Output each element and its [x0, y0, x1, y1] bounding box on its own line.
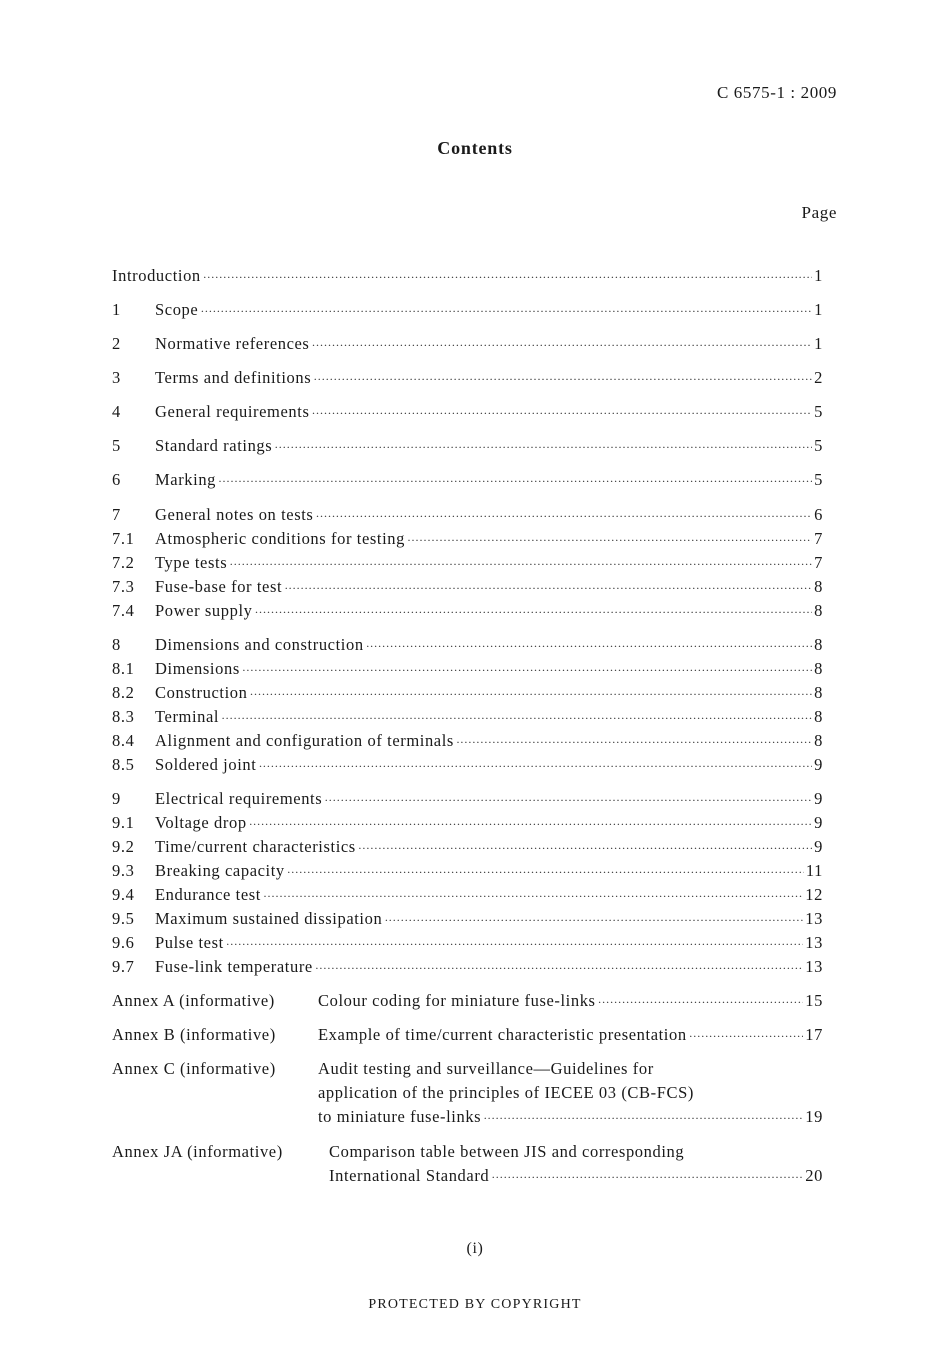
annex-label: Annex JA (informative)	[112, 1142, 283, 1161]
toc-entry[interactable]	[112, 789, 823, 811]
toc-entry[interactable]	[112, 659, 823, 681]
toc-entry[interactable]	[112, 334, 823, 356]
toc-entry-page: 6	[814, 505, 823, 524]
dot-leader	[226, 937, 804, 952]
dot-leader	[200, 304, 812, 319]
toc-entry[interactable]	[112, 436, 823, 458]
dot-leader	[221, 711, 812, 726]
page-folio: (i)	[466, 1240, 484, 1257]
toc-entry-title: Fuse-base for test	[155, 577, 283, 596]
toc-entry[interactable]	[112, 909, 823, 931]
toc-entry-page: 8	[814, 635, 823, 654]
toc-entry-number: 7	[112, 505, 121, 524]
toc-entry-page: 9	[814, 755, 823, 774]
toc-entry[interactable]	[112, 635, 823, 657]
dot-leader	[203, 270, 812, 285]
toc-entry-page: 1	[814, 266, 823, 285]
annex-title-line: International Standard	[329, 1166, 490, 1185]
toc-entry[interactable]	[112, 577, 823, 599]
toc-entry[interactable]	[112, 707, 823, 729]
dot-leader	[311, 338, 812, 353]
toc-entry-title: General requirements	[155, 402, 310, 421]
toc-entry[interactable]	[112, 529, 823, 551]
annex-title-line: Colour coding for miniature fuse-links	[318, 991, 596, 1010]
toc-entry-number: 7.3	[112, 577, 135, 596]
toc-entry-title: Power supply	[155, 601, 253, 620]
toc-entry-title: Time/current characteristics	[155, 837, 356, 856]
dot-leader	[274, 440, 812, 455]
toc-entry-number: 5	[112, 436, 121, 455]
dot-leader	[263, 889, 803, 904]
toc-entry-number: 9.2	[112, 837, 135, 856]
toc-entry-title: Scope	[155, 300, 199, 319]
toc-entry-title: Electrical requirements	[155, 789, 323, 808]
toc-entry-page: 7	[814, 553, 823, 572]
toc-entry-page: 9	[814, 789, 823, 808]
toc-entry-page: 12	[805, 885, 823, 904]
annex-entry[interactable]	[329, 1166, 823, 1188]
toc-entry-title: Fuse-link temperature	[155, 957, 313, 976]
toc-entry-number: 9.3	[112, 861, 135, 880]
toc-entry-number: 3	[112, 368, 121, 387]
toc-entry-page: 1	[814, 300, 823, 319]
toc-entry-number: 7.2	[112, 553, 135, 572]
toc-entry-page: 5	[814, 436, 823, 455]
toc-entry-title: Terminal	[155, 707, 220, 726]
toc-entry-number: 8.4	[112, 731, 135, 750]
toc-entry[interactable]	[112, 885, 823, 907]
toc-entry-title: Type tests	[155, 553, 228, 572]
toc-entry-page: 13	[805, 933, 823, 952]
toc-entry-title: Marking	[155, 470, 217, 489]
dot-leader	[311, 406, 812, 421]
toc-entry-number: 7.4	[112, 601, 135, 620]
toc-entry-title: Terms and definitions	[155, 368, 312, 387]
toc-entry-title: Alignment and configuration of terminals	[155, 731, 454, 750]
toc-entry-title: Construction	[155, 683, 248, 702]
toc-entry-number: 9.4	[112, 885, 135, 904]
toc-entry-title: Atmospheric conditions for testing	[155, 529, 405, 548]
toc-entry-page: 8	[814, 601, 823, 620]
dot-leader	[287, 865, 804, 880]
toc-entry-page: 5	[814, 402, 823, 421]
toc-entry[interactable]	[112, 755, 823, 777]
toc-entry-number: 8.3	[112, 707, 135, 726]
toc-entry[interactable]	[112, 731, 823, 753]
toc-entry-title: Dimensions and construction	[155, 635, 364, 654]
toc-entry[interactable]	[112, 861, 823, 883]
toc-entry-page: 8	[814, 659, 823, 678]
dot-leader	[242, 663, 812, 678]
toc-entry-title: Dimensions	[155, 659, 240, 678]
toc-entry-page: 1	[814, 334, 823, 353]
toc-entry-number: 4	[112, 402, 121, 421]
dot-leader	[255, 605, 813, 620]
annex-page: 17	[805, 1025, 823, 1044]
annex-title-line: Comparison table between JIS and corresponding	[329, 1142, 685, 1161]
toc-entry-page: 11	[805, 861, 823, 880]
annex-entry[interactable]	[318, 1107, 823, 1129]
toc-entry-number: 7.1	[112, 529, 135, 548]
dot-leader	[598, 995, 804, 1010]
dot-leader	[313, 372, 812, 387]
toc-entry-number: 8.1	[112, 659, 135, 678]
annex-entry[interactable]	[318, 1025, 823, 1047]
dot-leader	[407, 533, 812, 548]
dot-leader	[249, 687, 812, 702]
toc-entry-number: 9.6	[112, 933, 135, 952]
toc-entry-title: Endurance test	[155, 885, 261, 904]
toc-entry[interactable]	[112, 266, 823, 288]
dot-leader	[358, 841, 812, 856]
toc-entry[interactable]	[112, 957, 823, 979]
toc-entry[interactable]	[112, 837, 823, 859]
toc-entry[interactable]	[112, 470, 823, 492]
dot-leader	[456, 735, 812, 750]
toc-entry-number: 1	[112, 300, 121, 319]
toc-entry-number: 9.1	[112, 813, 135, 832]
dot-leader	[689, 1029, 804, 1044]
toc-entry-title: General notes on tests	[155, 505, 314, 524]
toc-entry-page: 9	[814, 837, 823, 856]
toc-entry-title: Standard ratings	[155, 436, 273, 455]
toc-entry[interactable]	[112, 813, 823, 835]
toc-entry-title: Voltage drop	[155, 813, 247, 832]
toc-entry[interactable]	[112, 683, 823, 705]
toc-entry-page: 5	[814, 470, 823, 489]
copyright-notice: PROTECTED BY COPYRIGHT	[368, 1297, 582, 1312]
toc-entry-number: 8	[112, 635, 121, 654]
toc-entry-page: 8	[814, 577, 823, 596]
toc-entry-number: 9.5	[112, 909, 135, 928]
toc-entry-page: 9	[814, 813, 823, 832]
toc-entry-page: 7	[814, 529, 823, 548]
dot-leader	[218, 474, 812, 489]
dot-leader	[284, 581, 812, 596]
annex-entry[interactable]	[318, 991, 823, 1013]
toc-entry-number: 9.7	[112, 957, 135, 976]
toc-entry-title: Breaking capacity	[155, 861, 285, 880]
annex-page: 15	[805, 991, 823, 1010]
toc-entry[interactable]	[112, 402, 823, 424]
toc-entry-title: Introduction	[112, 266, 201, 285]
toc-entry-page: 8	[814, 707, 823, 726]
annex-page: 20	[805, 1166, 823, 1185]
toc-entry[interactable]	[112, 553, 823, 575]
dot-leader	[229, 557, 812, 572]
toc-entry-number: 2	[112, 334, 121, 353]
toc-entry-title: Soldered joint	[155, 755, 257, 774]
toc-entry-number: 8.5	[112, 755, 135, 774]
dot-leader	[491, 1170, 803, 1185]
toc-entry-page: 8	[814, 683, 823, 702]
dot-leader	[315, 509, 812, 524]
toc-entry-title: Maximum sustained dissipation	[155, 909, 383, 928]
annex-title-line: Example of time/current characteristic presentation	[318, 1025, 687, 1044]
dot-leader	[324, 793, 812, 808]
toc-entry-page: 13	[805, 909, 823, 928]
annex-title-line: to miniature fuse-links	[318, 1107, 482, 1126]
toc-entry[interactable]	[112, 300, 823, 322]
toc-entry[interactable]	[112, 505, 823, 527]
dot-leader	[249, 817, 812, 832]
dot-leader	[366, 639, 812, 654]
toc-entry-title: Normative references	[155, 334, 310, 353]
annex-label: Annex A (informative)	[112, 991, 275, 1010]
dot-leader	[384, 913, 803, 928]
contents-title: Contents	[437, 138, 513, 158]
toc-entry-number: 6	[112, 470, 121, 489]
document-id: C 6575-1 : 2009	[717, 83, 837, 102]
annex-page: 19	[805, 1107, 823, 1126]
annex-title-line: application of the principles of IECEE 03 (CB-FCS)	[318, 1083, 694, 1102]
annex-label: Annex B (informative)	[112, 1025, 276, 1044]
page-column-label: Page	[801, 203, 837, 222]
dot-leader	[258, 759, 812, 774]
annex-title-line: Audit testing and surveillance—Guidelines for	[318, 1059, 654, 1078]
toc-entry[interactable]	[112, 933, 823, 955]
dot-leader	[483, 1111, 803, 1126]
toc-entry[interactable]	[112, 601, 823, 623]
toc-entry-page: 13	[805, 957, 823, 976]
toc-entry-page: 8	[814, 731, 823, 750]
dot-leader	[315, 961, 803, 976]
toc-entry-title: Pulse test	[155, 933, 224, 952]
toc-entry-number: 9	[112, 789, 121, 808]
annex-label: Annex C (informative)	[112, 1059, 276, 1078]
toc-entry-page: 2	[814, 368, 823, 387]
toc-entry-number: 8.2	[112, 683, 135, 702]
toc-entry[interactable]	[112, 368, 823, 390]
